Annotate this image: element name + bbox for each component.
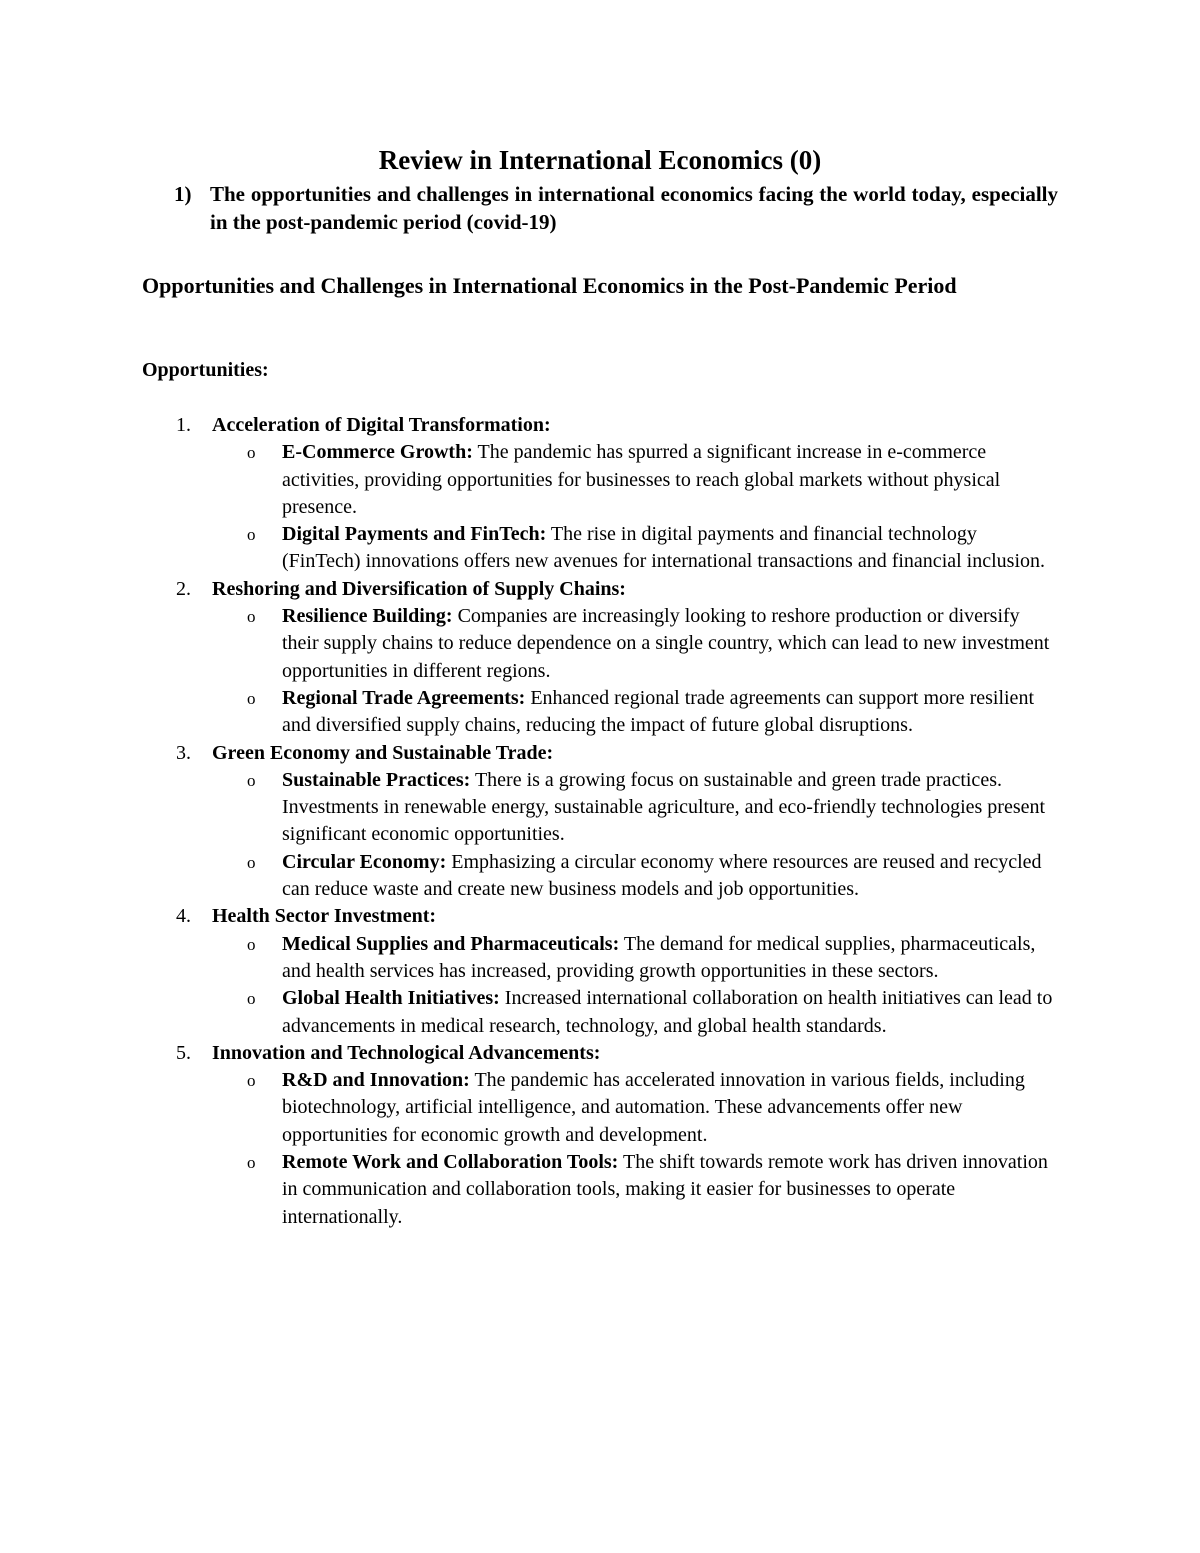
bullet-icon: o bbox=[247, 989, 256, 1009]
opportunity-subitem bbox=[212, 603, 1058, 685]
document-title: Review in International Economics (0) bbox=[378, 145, 822, 175]
opportunity-subitem bbox=[212, 1149, 1058, 1231]
subitem-title: Medical Supplies and Pharmaceuticals: bbox=[282, 932, 620, 955]
opportunity-sublist bbox=[212, 767, 1058, 903]
opportunity-subitem bbox=[212, 985, 1058, 1040]
subitem-title: E-Commerce Growth: bbox=[282, 441, 473, 464]
opportunity-subitem bbox=[212, 767, 1058, 849]
subitem-text: There is a growing focus on sustainable and green trade practices. Investments in renewable energy, sustainable agriculture, and eco-friendly technologies present significant economic opportunities. bbox=[282, 768, 1046, 846]
subitem-title: R&D and Innovation: bbox=[282, 1069, 470, 1092]
opportunity-subitem bbox=[212, 1067, 1058, 1149]
bullet-icon: o bbox=[247, 688, 256, 708]
subitem-text: Companies are increasingly looking to reshore production or diversify their supply chains to reduce dependence on a single country, which can lead to new investment opportunities in different regions. bbox=[282, 605, 1050, 682]
opportunity-item bbox=[142, 1040, 1058, 1231]
subitem-text: The demand for medical supplies, pharmaceuticals, and health services has increased, providing growth opportunities in these sectors. bbox=[282, 932, 1036, 982]
subitem-text: Emphasizing a circular economy where resources are reused and recycled can reduce waste and create new business models and job opportunities. bbox=[282, 850, 1042, 901]
bullet-icon: o bbox=[247, 852, 256, 872]
subitem-title: Digital Payments and FinTech: bbox=[282, 523, 547, 546]
bullet-icon: o bbox=[247, 1153, 256, 1173]
subitem-title: Global Health Initiatives: bbox=[282, 987, 500, 1010]
opportunity-subitem bbox=[212, 931, 1058, 986]
opportunity-number: 4. bbox=[176, 905, 191, 928]
bullet-icon: o bbox=[247, 525, 256, 545]
subitem-title: Remote Work and Collaboration Tools: bbox=[282, 1151, 619, 1174]
opportunity-item bbox=[142, 412, 1058, 576]
opportunity-sublist bbox=[212, 603, 1058, 739]
opportunity-item bbox=[142, 903, 1058, 1039]
subitem-text: The shift towards remote work has driven innovation in communication and collaboration tools, making it easier for businesses to operate internationally. bbox=[282, 1151, 1048, 1228]
bullet-icon: o bbox=[247, 1071, 256, 1091]
opportunity-title: Acceleration of Digital Transformation: bbox=[212, 414, 551, 436]
subitem-title: Resilience Building: bbox=[282, 605, 453, 628]
opportunity-item bbox=[142, 576, 1058, 740]
subitem-text: The pandemic has accelerated innovation in various fields, including biotechnology, artificial intelligence, and automation. These advancements offer new opportunities for economic growth and development. bbox=[282, 1069, 1025, 1146]
opportunity-subitem bbox=[212, 685, 1058, 740]
opportunity-number: 2. bbox=[176, 577, 191, 600]
opportunities-list bbox=[142, 412, 1058, 1231]
subitem-text: The pandemic has spurred a significant increase in e-commerce activities, providing opportunities for businesses to reach global markets without physical presence. bbox=[282, 441, 1001, 518]
subitem-title: Sustainable Practices: bbox=[282, 768, 471, 791]
subitem-text: Increased international collaboration on health initiatives can lead to advancements in medical research, technology, and global health standards. bbox=[282, 987, 1053, 1037]
opportunity-title: Innovation and Technological Advancements: bbox=[212, 1041, 601, 1064]
opportunity-title: Health Sector Investment: bbox=[212, 905, 437, 928]
question-block bbox=[174, 180, 1058, 236]
opportunity-sublist bbox=[212, 439, 1058, 575]
opportunity-sublist bbox=[212, 931, 1058, 1040]
subitem-text: Enhanced regional trade agreements can support more resilient and diversified supply chains, reducing the impact of future global disruptions. bbox=[282, 686, 1034, 737]
opportunity-number: 3. bbox=[176, 741, 191, 764]
opportunity-subitem bbox=[212, 439, 1058, 521]
opportunity-title: Green Economy and Sustainable Trade: bbox=[212, 741, 554, 764]
question-number: 1) bbox=[174, 182, 192, 206]
bullet-icon: o bbox=[247, 934, 256, 954]
question-text: The opportunities and challenges in international economics facing the world today, especially in the post-pandemic period (covid-19) bbox=[210, 182, 1058, 234]
opportunities-label: Opportunities: bbox=[142, 359, 269, 381]
bullet-icon: o bbox=[247, 770, 256, 790]
opportunity-subitem bbox=[212, 521, 1058, 576]
opportunity-title: Reshoring and Diversification of Supply Chains: bbox=[212, 577, 626, 600]
opportunity-number: 5. bbox=[176, 1041, 191, 1064]
subitem-title: Regional Trade Agreements: bbox=[282, 686, 526, 709]
subitem-title: Circular Economy: bbox=[282, 850, 447, 873]
opportunity-subitem bbox=[212, 849, 1058, 904]
subitem-text: The rise in digital payments and financial technology (FinTech) innovations offers new avenues for international transactions and financial inclusion. bbox=[282, 523, 1046, 573]
opportunity-number: 1. bbox=[176, 414, 191, 436]
bullet-icon: o bbox=[247, 607, 256, 627]
bullet-icon: o bbox=[247, 443, 256, 463]
opportunity-item bbox=[142, 740, 1058, 904]
opportunity-sublist bbox=[212, 1067, 1058, 1231]
section-heading: Opportunities and Challenges in International Economics in the Post-Pandemic Period bbox=[142, 273, 957, 298]
